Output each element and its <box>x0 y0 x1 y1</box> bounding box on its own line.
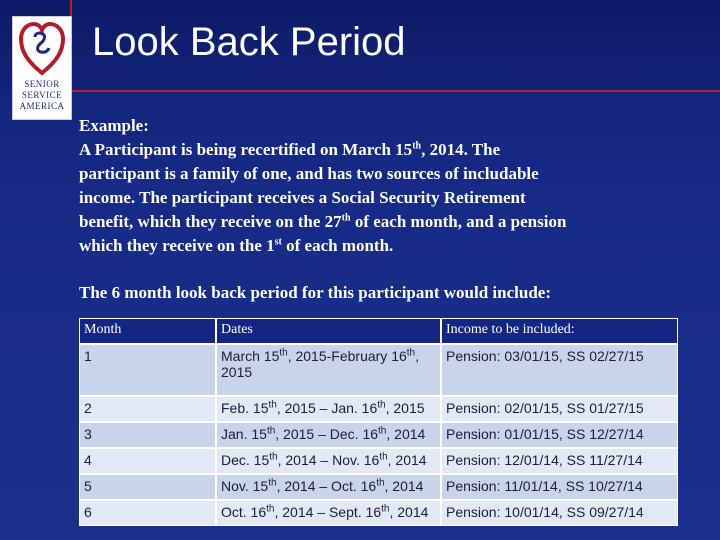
income-cell: Pension: 02/01/15, SS 01/27/15 <box>441 396 678 422</box>
ordinal-suffix: th <box>268 477 277 489</box>
example-line <box>79 138 679 162</box>
slide-title: Look Back Period <box>92 20 406 64</box>
example-text: which they receive on the 1 <box>79 236 275 255</box>
date-text: , 2014 – Sept. 16 <box>274 504 382 520</box>
ordinal-suffix: th <box>379 451 388 463</box>
example-line <box>79 186 679 210</box>
ordinal-suffix: th <box>269 451 278 463</box>
date-text: , 2015-February 16 <box>287 348 407 364</box>
date-text: , 2014 – Oct. 16 <box>276 478 377 494</box>
ordinal-suffix: th <box>377 399 386 411</box>
header-dates: Dates <box>216 318 441 344</box>
ordinal-suffix: th <box>266 503 275 515</box>
month-cell: 1 <box>79 344 216 396</box>
logo-text-senior: SENIOR <box>24 79 60 89</box>
ordinal-suffix: th <box>341 212 351 224</box>
example-label: Example: <box>79 116 149 135</box>
example-text: A Participant is being recertified on March 15 <box>79 140 413 159</box>
date-text: , 2014 – Nov. 16 <box>277 452 380 468</box>
date-text: , 2015 – Jan. 16 <box>276 400 378 416</box>
date-text: , 2014 <box>384 478 424 494</box>
header-month: Month <box>79 318 216 344</box>
date-text: , 2015 – Dec. 16 <box>275 426 379 442</box>
example-line <box>79 210 679 234</box>
example-text: participant is a family of one, and has two sources of includable <box>79 164 539 183</box>
date-text: Nov. 15 <box>221 478 269 494</box>
income-cell: Pension: 12/01/14, SS 11/27/14 <box>441 448 678 474</box>
month-cell: 6 <box>79 500 216 526</box>
ordinal-suffix: th <box>378 425 387 437</box>
dates-cell <box>216 474 441 500</box>
heart-logo-icon <box>19 21 65 77</box>
month-cell: 3 <box>79 422 216 448</box>
lookback-intro: The 6 month look back period for this participant would include: <box>79 283 551 302</box>
table-row <box>79 474 678 500</box>
table-row <box>79 448 678 474</box>
ordinal-suffix: th <box>268 399 277 411</box>
lookback-table <box>79 318 678 526</box>
month-cell: 4 <box>79 448 216 474</box>
date-text: Dec. 15 <box>221 452 270 468</box>
ordinal-suffix: th <box>381 503 390 515</box>
date-text: , 2014 <box>386 426 426 442</box>
example-line <box>79 234 679 258</box>
example-text: of each month, and a pension <box>350 212 567 231</box>
table-row <box>79 344 678 396</box>
example-text: , 2014. The <box>421 140 501 159</box>
dates-cell <box>216 448 441 474</box>
ordinal-suffix: th <box>376 477 385 489</box>
header-income: Income to be included: <box>441 318 678 344</box>
example-text: benefit, which they receive on the 27 <box>79 212 342 231</box>
table-row <box>79 422 678 448</box>
ordinal-suffix: th <box>406 347 416 359</box>
income-cell: Pension: 10/01/14, SS 09/27/14 <box>441 500 678 526</box>
date-text: , 2014 <box>387 452 427 468</box>
table-header-row <box>79 318 678 344</box>
example-text: income. The participant receives a Social Security Retirement <box>79 188 526 207</box>
table-row <box>79 396 678 422</box>
date-text: Jan. 15 <box>221 426 267 442</box>
date-text: , 2014 <box>389 504 429 520</box>
income-cell: Pension: 03/01/15, SS 02/27/15 <box>441 344 678 396</box>
logo-text-america: AMERICA <box>19 101 65 111</box>
month-cell: 5 <box>79 474 216 500</box>
ordinal-suffix: th <box>266 425 276 437</box>
example-block <box>79 114 679 258</box>
ordinal-suffix: th <box>412 140 422 152</box>
date-text: Feb. 15 <box>221 400 269 416</box>
dates-cell <box>216 344 441 396</box>
dates-cell <box>216 422 441 448</box>
date-text: , 2015 <box>385 400 425 416</box>
example-text: of each month. <box>281 236 394 255</box>
dates-cell <box>216 396 441 422</box>
dates-cell <box>216 500 441 526</box>
example-paragraph <box>79 138 679 258</box>
table-row <box>79 500 678 526</box>
ordinal-suffix: th <box>279 347 288 359</box>
date-text: Oct. 16 <box>221 504 267 520</box>
income-cell: Pension: 01/01/15, SS 12/27/14 <box>441 422 678 448</box>
date-text: March 15 <box>221 348 280 364</box>
ordinal-suffix: st <box>274 236 282 248</box>
income-cell: Pension: 11/01/14, SS 10/27/14 <box>441 474 678 500</box>
title-divider <box>70 90 720 92</box>
date-text: , 2015 <box>221 348 420 380</box>
example-line <box>79 162 679 186</box>
senior-service-america-logo <box>12 16 72 120</box>
month-cell: 2 <box>79 396 216 422</box>
logo-text-service: SERVICE <box>21 90 63 100</box>
